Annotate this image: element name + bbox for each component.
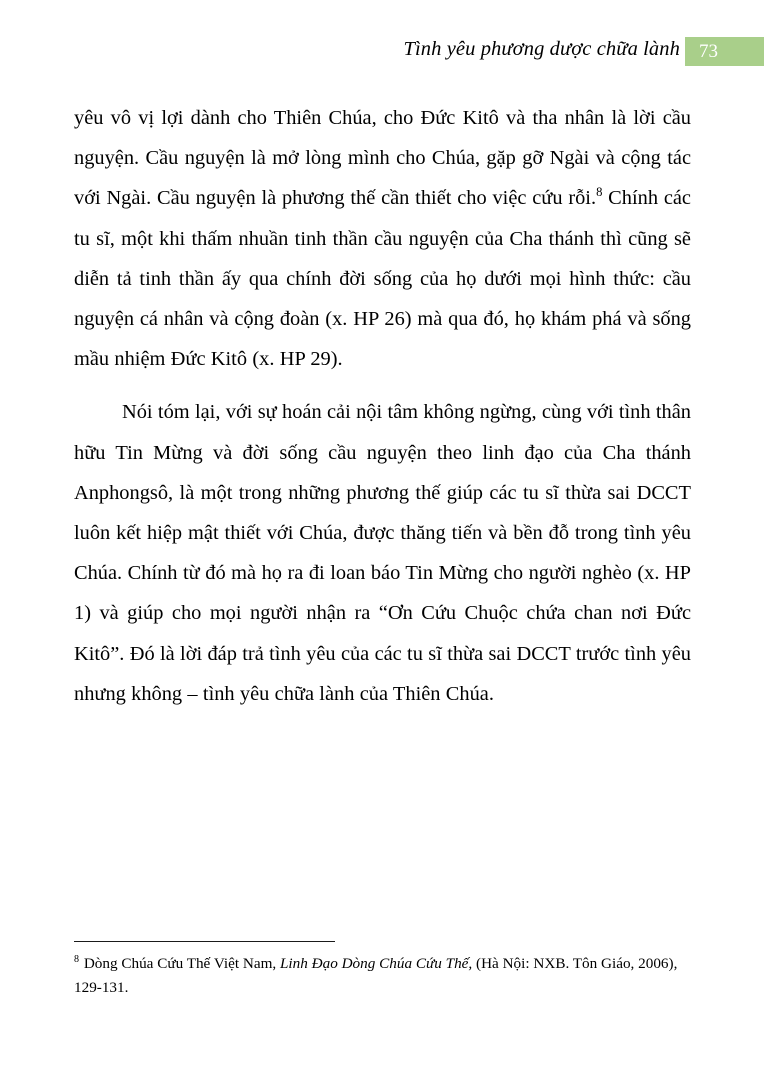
footnote-work-title: Linh Đạo Dòng Chúa Cứu Thế, <box>279 955 473 972</box>
paragraph-1 <box>74 98 691 379</box>
paragraph-1-text-before-note: yêu vô vị lợi dành cho Thiên Chúa, cho Đức Kitô và tha nhân là lời cầu nguyện. Cầu nguyện là mở lòng mình cho Chúa, gặp gỡ Ngài và cộng tác với Ngài. Cầu nguyện là phương thế cần thiết cho việc cứu rỗi. <box>74 107 691 210</box>
footnote-reference-marker[interactable]: 8 <box>596 185 603 200</box>
footnote-entry <box>74 952 691 999</box>
footnote-number: 8 <box>74 953 80 965</box>
page-number: 73 <box>699 41 718 62</box>
paragraph-1-text-after-note: Chính các tu sĩ, một khi thấm nhuần tinh thần cầu nguyện của Cha thánh thì cũng sẽ diễn tả tinh thần ấy qua chính đời sống của họ dưới mọi hình thức: cầu nguyện cá nhân và cộng đoàn (x. HP 26) mà qua đó, họ khám phá và sống mầu nhiệm Đức Kitô (x. HP 29). <box>74 187 691 371</box>
footnote-publication-text: (Hà Nội: NXB. Tôn Giáo, 2006), 129-131. <box>74 955 678 996</box>
body-text-block <box>74 98 691 714</box>
footnote-author-text: Dòng Chúa Cứu Thế Việt Nam, <box>80 955 280 972</box>
running-header-title: Tình yêu phương dược chữa lành <box>403 38 680 60</box>
paragraph-2 <box>74 392 691 714</box>
running-header <box>0 34 764 68</box>
page-number-badge <box>685 37 764 66</box>
paragraph-2-text: Nói tóm lại, với sự hoán cải nội tâm không ngừng, cùng với tình thân hữu Tin Mừng và đời sống cầu nguyện theo linh đạo của Cha thánh Anphongsô, là một trong những phương thế giúp các tu sĩ thừa sai DCCT luôn kết hiệp mật thiết với Chúa, được thăng tiến và bền đỗ trong tình yêu Chúa. Chính từ đó mà họ ra đi loan báo Tin Mừng cho người nghèo (x. HP 1) và giúp cho mọi người nhận ra “Ơn Cứu Chuộc chứa chan nơi Đức Kitô”. Đó là lời đáp trả tình yêu của các tu sĩ thừa sai DCCT trước tình yêu nhưng không – tình yêu chữa lành của Thiên Chúa. <box>74 401 691 705</box>
footnote-separator-rule <box>74 941 335 942</box>
footnote-area <box>74 941 691 999</box>
